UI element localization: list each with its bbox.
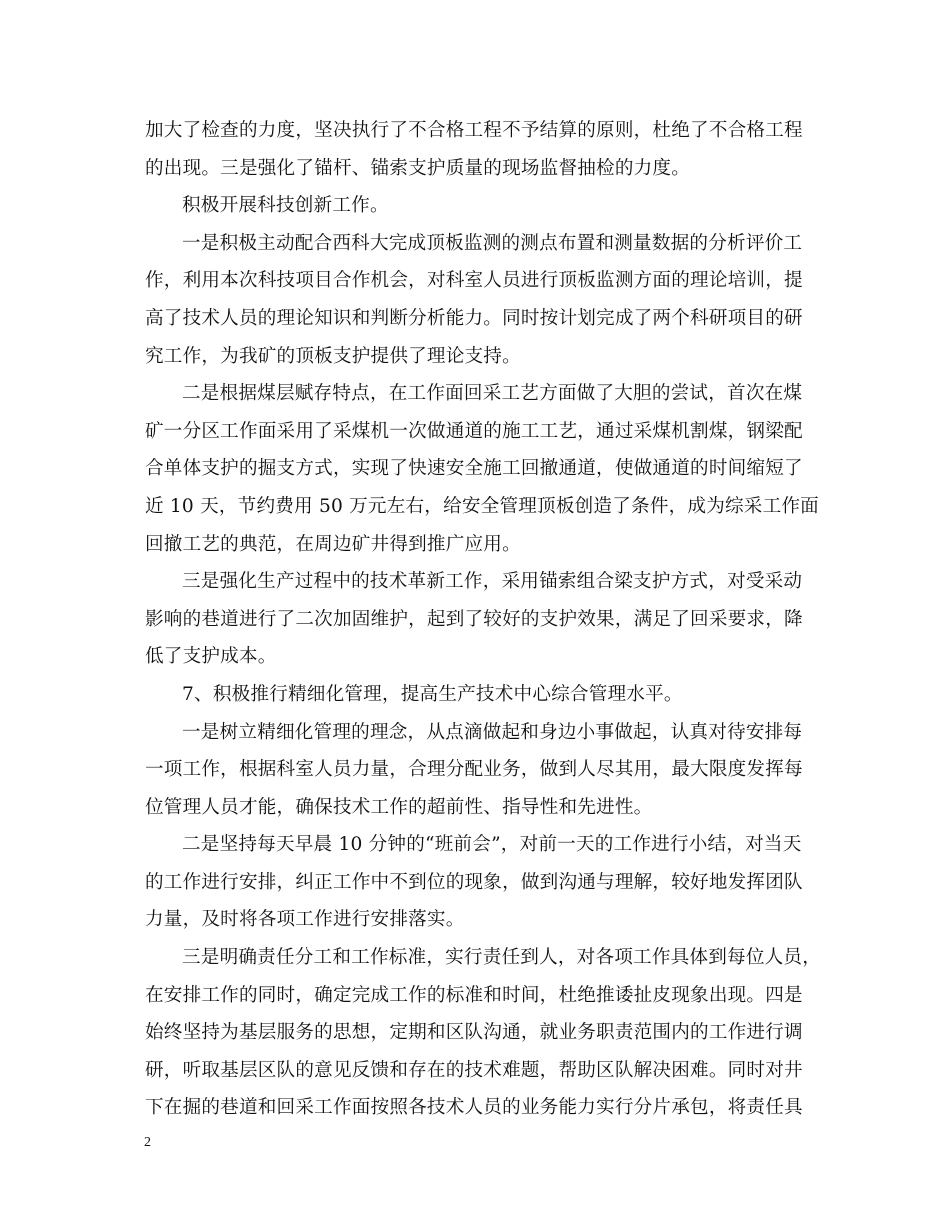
text-line: 一是树立精细化管理的理念，从点滴做起和身边小事做起，认真对待安排每 [182,721,803,743]
section-heading: 7、积极推行精细化管理，提高生产技术中心综合管理水平。 [182,683,683,705]
text-line: 力量，及时将各项工作进行安排落实。 [145,909,465,931]
text-line: 加大了检查的力度，坚决执行了不合格工程不予结算的原则，杜绝了不合格工程 [145,120,803,141]
text-line: 影响的巷道进行了二次加固维护，起到了较好的支护效果，满足了回采要求，降 [145,608,803,630]
text-line: 的工作进行安排，纠正工作中不到位的现象，做到沟通与理解，较好地发挥团队 [145,871,803,893]
text-line: 下在掘的巷道和回采工作面按照各技术人员的业务能力实行分片承包，将责任具 [145,1097,803,1119]
text-line: 始终坚持为基层服务的思想，定期和区队沟通，就业务职责范围内的工作进行调 [145,1022,803,1044]
text-line: 研，听取基层区队的意见反馈和存在的技术难题，帮助区队解决困难。同时对井 [145,1059,803,1081]
text-line: 一项工作，根据科室人员力量，合理分配业务，做到人尽其用，最大限度发挥每 [145,759,803,781]
text-line: 回撤工艺的典范，在周边矿井得到推广应用。 [145,533,521,555]
text-line: 高了技术人员的理论知识和判断分析能力。同时按计划完成了两个科研项目的研 [145,307,803,329]
section-heading: 积极开展科技创新工作。 [182,195,389,217]
page-number: 2 [144,1135,151,1150]
text-line: 合单体支护的掘支方式，实现了快速安全施工回撤通道，使做通道的时间缩短了 [145,458,803,480]
text-line: 近 10 天，节约费用 50 万元左右，给安全管理顶板创造了条件，成为综采工作面 [145,495,819,517]
body-text [145,112,821,1127]
text-line: 二是根据煤层赋存特点，在工作面回采工艺方面做了大胆的尝试，首次在煤 [182,383,803,405]
text-line: 三是强化生产过程中的技术革新工作，采用锚索组合梁支护方式，对受采动 [182,571,803,593]
text-line: 矿一分区工作面采用了采煤机一次做通道的施工工艺，通过采煤机割煤，钢梁配 [145,420,803,442]
text-line: 低了支护成本。 [145,646,277,668]
text-line: 二是坚持每天早晨 10 分钟的“班前会”，对前一天的工作进行小结，对当天 [182,834,802,856]
text-line: 三是明确责任分工和工作标准，实行责任到人，对各项工作具体到每位人员， [182,947,821,969]
text-line: 位管理人员才能，确保技术工作的超前性、指导性和先进性。 [145,796,653,818]
text-line: 的出现。三是强化了锚杆、锚索支护质量的现场监督抽检的力度。 [145,157,691,179]
text-line: 作，利用本次科技项目合作机会，对科室人员进行顶板监测方面的理论培训，提 [145,270,803,292]
text-line: 一是积极主动配合西科大完成顶板监测的测点布置和测量数据的分析评价工 [182,232,803,254]
text-line: 究工作，为我矿的顶板支护提供了理论支持。 [145,345,521,367]
text-line: 在安排工作的同时，确定完成工作的标准和时间，杜绝推诿扯皮现象出现。四是 [145,984,803,1006]
